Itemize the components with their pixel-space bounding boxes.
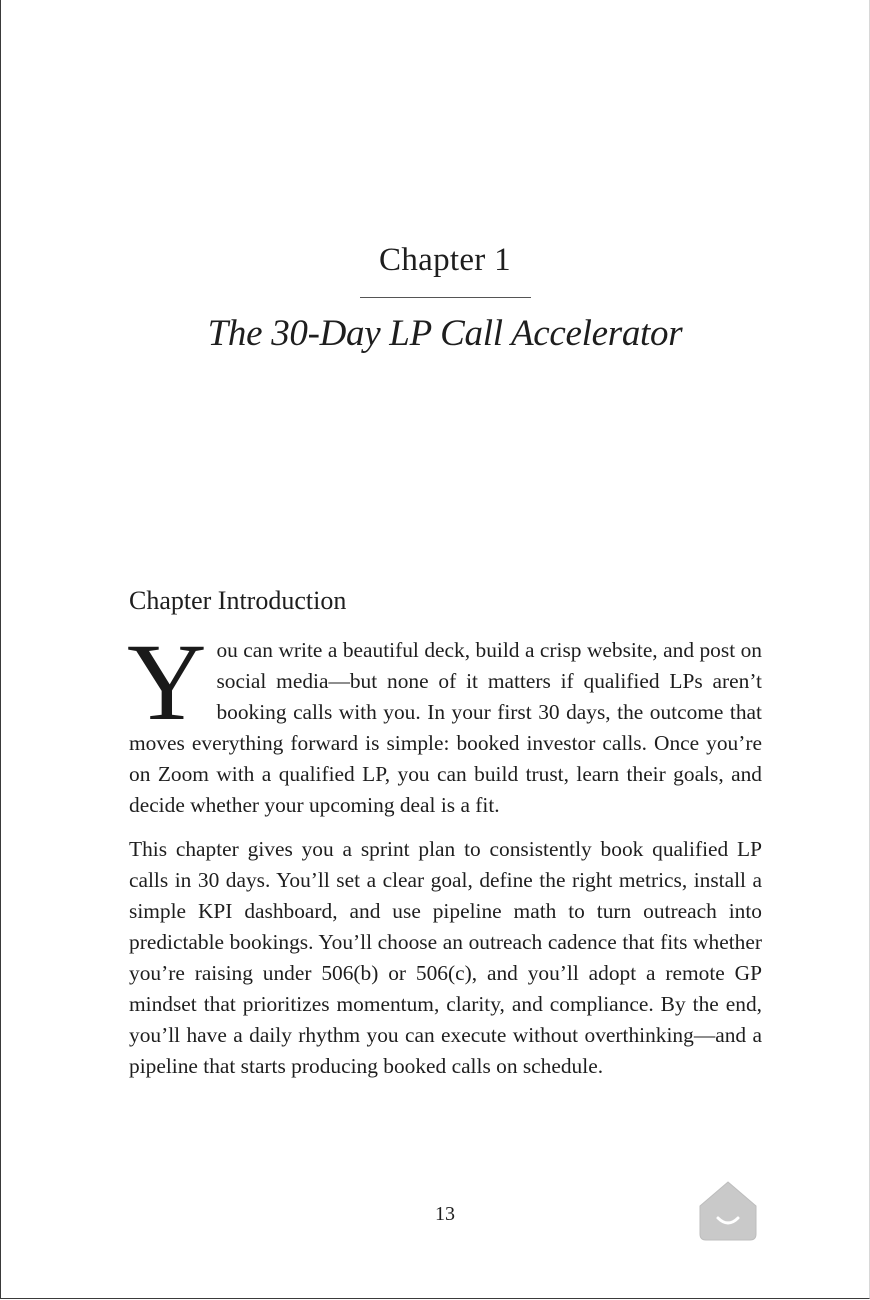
section-heading: Chapter Introduction (129, 586, 347, 615)
home-icon (698, 1180, 758, 1242)
body-paragraph: This chapter gives you a sprint plan to consistently book qualified LP calls in 30 days. You’ll set a clear goal, define the right metrics, install a simple KPI dashboard, and use pipeline math to turn outreach into predictable bookings. You’ll choose an outreach cadence that fits whether you’re raising under 506(b) or 506(c), and you’ll adopt a remote GP mindset that prioritizes momentum, clarity, and compliance. By the end, you’ll have a daily rhythm you can execute without overthinking—and a pipeline that starts producing booked calls on schedule. (129, 836, 762, 1079)
chapter-body (127, 621, 762, 1082)
page-number: 13 (435, 1203, 455, 1225)
intro-paragraph (127, 621, 762, 822)
drop-cap: Y (127, 621, 207, 743)
chapter-label: Chapter 1 (379, 242, 511, 278)
chapter-title: The 30-Day LP Call Accelerator (207, 313, 683, 354)
home-button[interactable] (698, 1180, 758, 1242)
intro-paragraph-text: ou can write a beautiful deck, build a crisp website, and post on social media—but none of it matters if qualified LPs aren’t booking calls with you. In your first 30 days, the outcome that moves everything forward is simple: booked investor calls. Once you’re on Zoom with a qualified LP, you can build trust, learn their goals, and decide whether your upcoming deal is a fit. (129, 638, 762, 818)
chapter-divider (360, 297, 531, 298)
